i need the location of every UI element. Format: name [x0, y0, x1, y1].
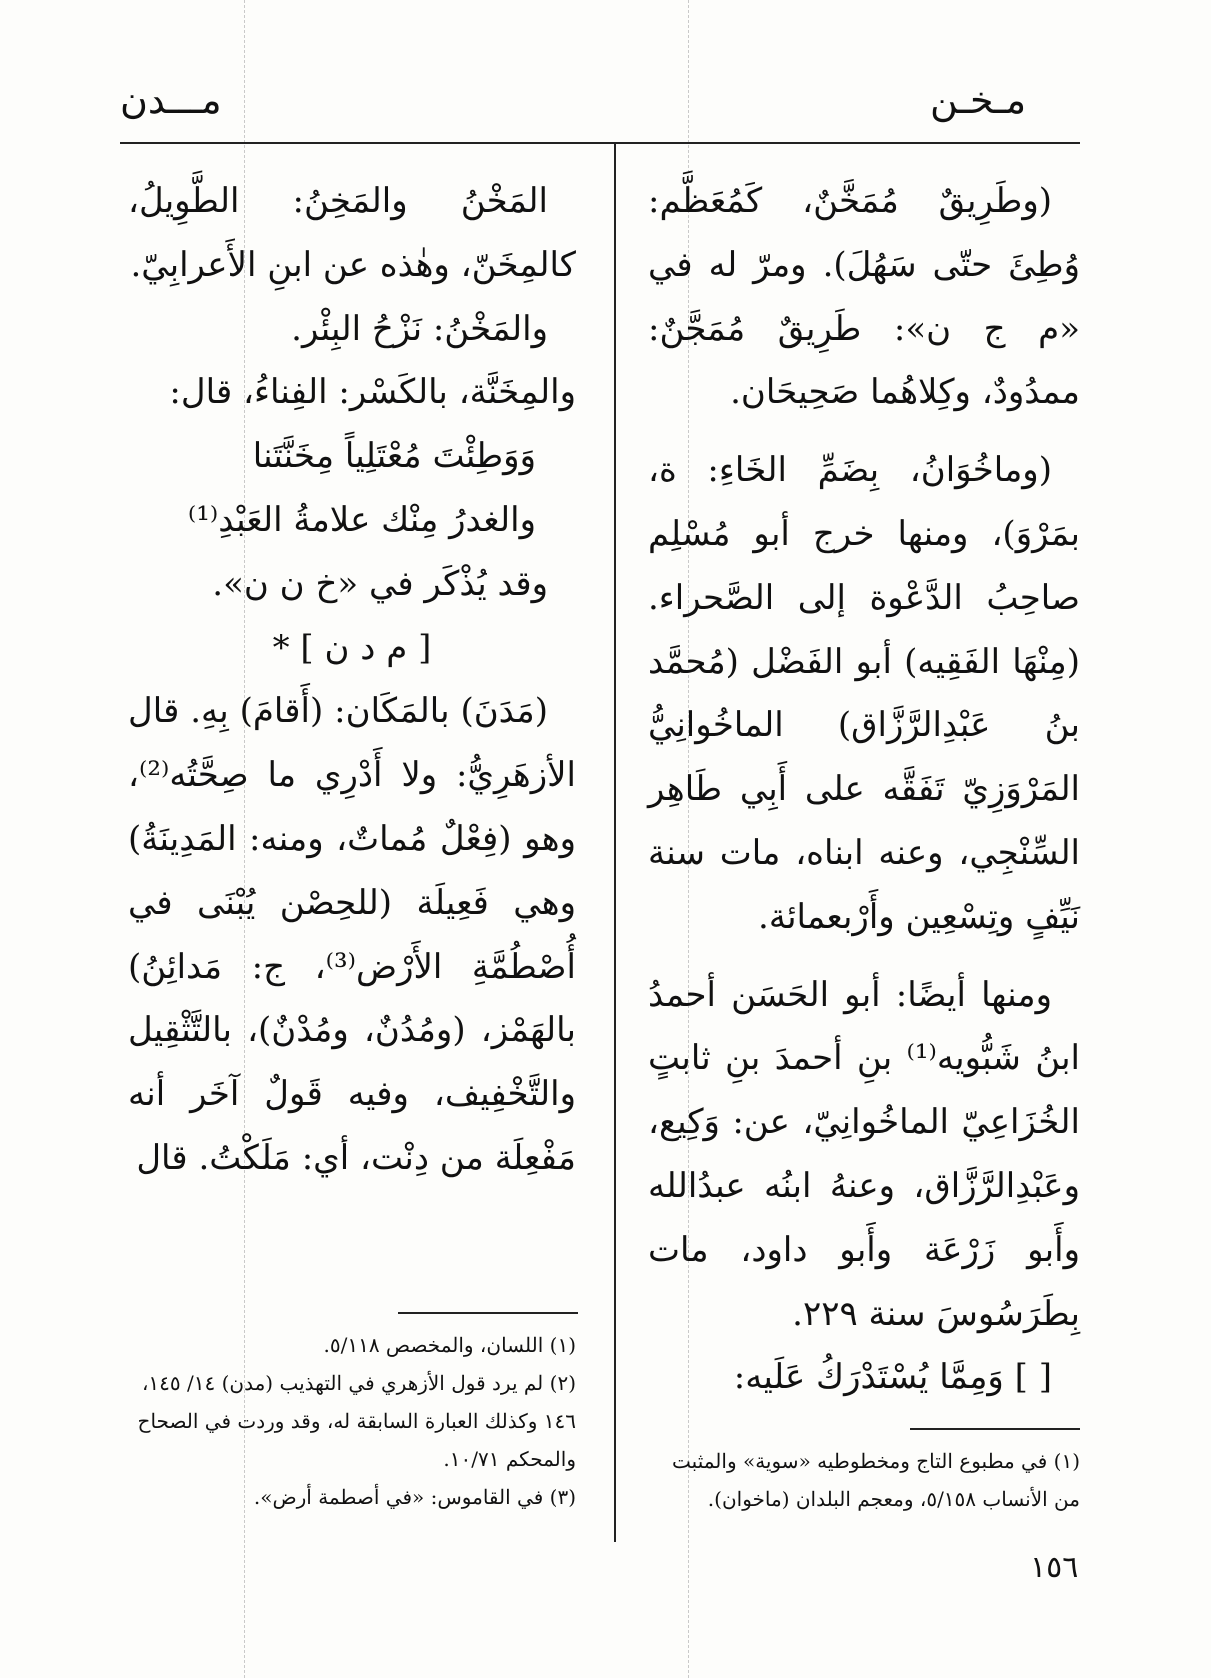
footnote: (١) في مطبوع التاج ومخطوطيه «سوية» والمثبت من الأنساب ٥/١٥٨، ومعجم البلدان (ماخوان).: [672, 1449, 1080, 1511]
header-entry-right: مـخـن: [930, 78, 1027, 122]
column-divider: [614, 142, 616, 1542]
right-column: [648, 170, 1080, 1410]
footnotes-left: [128, 1326, 576, 1516]
page-number: ١٥٦: [1030, 1550, 1079, 1585]
paragraph: والمَخْنُ: نَزْحُ البِئْر.: [291, 308, 548, 349]
footnote: (١) اللسان، والمخصص ٥/١١٨.: [323, 1333, 576, 1357]
paragraph: المَخْنُ والمَخِنُ: الطَّوِيلُ، كالمِخَنّ، وهٰذه عن ابنِ الأَعرابِيّ.: [128, 181, 576, 285]
footnote: (٢) لم يرد قول الأزهري في التهذيب (مدن) ١٤/ ١٤٥، ١٤٦ وكذلك العبارة السابقة له، وقد وردت في الصحاح والمحكم ١٠/٧١.: [137, 1371, 576, 1471]
paragraph: ومنها أيضًا: أبو الحَسَن أحمدُ ابنُ شَبُّويه⁽¹⁾ بنِ أحمدَ بنِ ثابتٍ الخُزَاعِيّ الماخُوانِيّ، عن: وَكِيع، وعَبْدِالرَّزَّاق، وعنهُ ابنُه عبدُالله وأَبو زَرْعَة وأَبو داود، مات بِطَرَسُوسَ سنة ٢٢٩.: [648, 974, 1080, 1334]
footnotes-right: [648, 1442, 1080, 1518]
paragraph: (وماخُوَانُ، بِضَمِّ الخَاءِ: ة، بمَرْوَ)، ومنها خرج أبو مُسْلِم صاحِبُ الدَّعْوة إلى الصَّحراء. (مِنْهَا الفَقِيه) أبو الفَضْل (مُحمَّد بنُ عَبْدِالرَّزَّاق) الماخُوانِيُّ المَرْوَزِيّ تَفَقَّه على أَبِي طَاهِر السِّنْجِي، وعنه ابناه، مات سنة نَيِّفٍ وتِسْعِين وأَرْبعمائة.: [648, 450, 1080, 937]
header-rule: [120, 142, 1080, 144]
paragraph: والمِخَنَّة، بالكَسْر: الفِناءُ، قال:: [169, 372, 576, 413]
entry-heading: [ م د ن ] *: [272, 627, 432, 668]
paragraph: (مَدَنَ) بالمَكَان: (أَقامَ) بِهِ. قال الأزهَرِيُّ: ولا أَدْرِي ما صِحَّتُه⁽²⁾، وهو (فِعْلٌ مُماتٌ، ومنه: المَدِينَةُ) وهي فَعِيلَة (للحِصْن يُبْنَى في أُصْطُمَّةِ الأَرْض⁽³⁾، ج: مَدائِنُ) بالهَمْز، (ومُدُنٌ، ومُدْنٌ)، بالتَّثْقِيل والتَّخْفِيف، وفيه قَولٌ آخَر أنه مَفْعِلَة من دِنْت، أي: مَلَكْتُ. قال: [128, 691, 576, 1178]
paragraph: وقد يُذْكَر في «خ ن ن».: [212, 563, 548, 604]
paragraph: (وطَرِيقٌ مُمَخَّنٌ، كَمُعَظَّم: وُطِئَ حتّى سَهُلَ). ومرّ له في «م ج ن»: طَرِيقٌ مُمَجَّنٌ: ممدُودٌ، وكِلاهُما صَحِيحَان.: [648, 181, 1080, 413]
footnote: (٣) في القاموس: «في أصطمة أرض».: [253, 1485, 576, 1509]
verse-line: والغدرُ مِنْك علامةُ العَبْدِ⁽¹⁾: [187, 499, 536, 540]
paragraph: [ ] وَمِمَّا يُسْتَدْرَكُ عَلَيه:: [733, 1357, 1052, 1398]
footnote-rule-right: [910, 1428, 1080, 1430]
footnote-rule-left: [398, 1312, 578, 1314]
verse-line: وَوَطِئْتَ مُعْتَلِياً مِخَنَّتَنا: [252, 436, 536, 477]
left-column: [128, 170, 576, 1191]
header-entry-left: مـــدن: [120, 78, 222, 122]
